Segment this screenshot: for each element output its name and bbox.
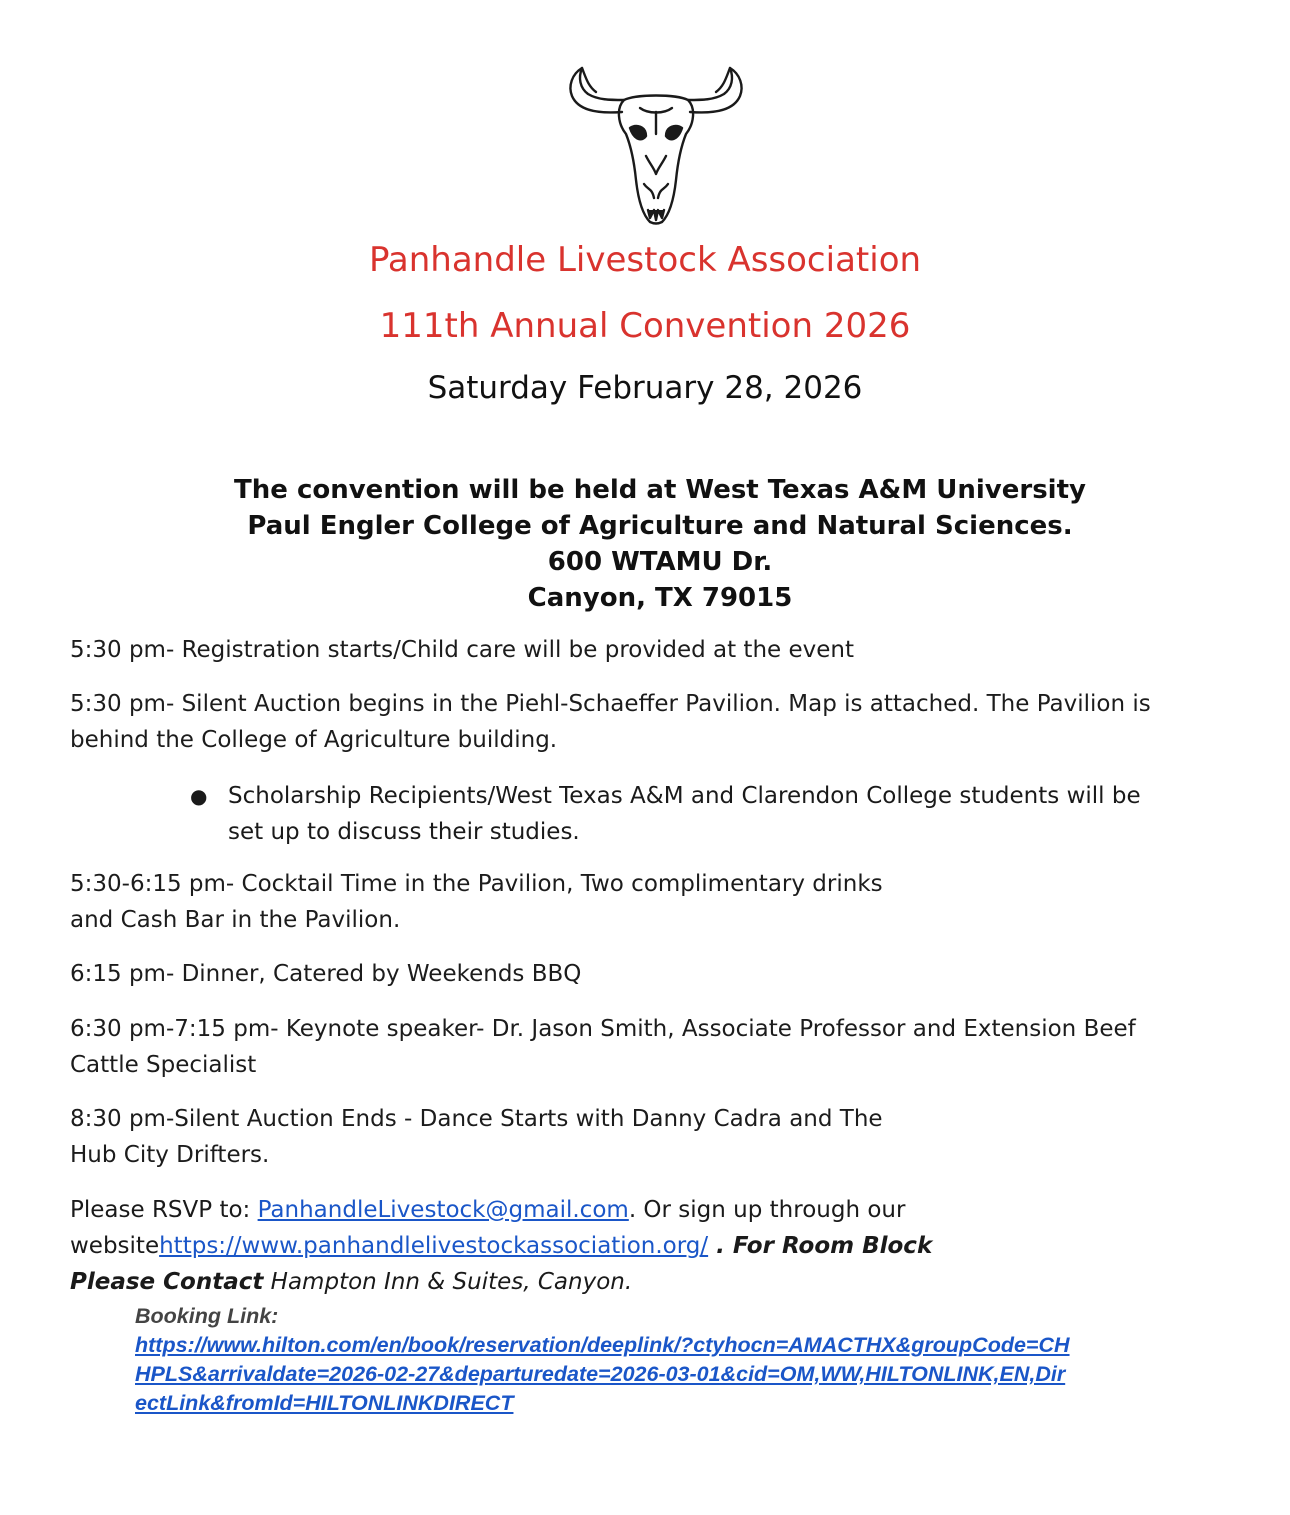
booking-block	[135, 1302, 1175, 1418]
venue-line-1: The convention will be held at West Texas A&M University	[234, 475, 1086, 505]
venue-block	[0, 472, 1290, 616]
bullet-line-1: Scholarship Recipients/West Texas A&M and Clarendon College students will be	[228, 783, 1141, 809]
schedule-silent-auction-line-1: 5:30 pm- Silent Auction begins in the Piehl-Schaeffer Pavilion. Map is attached. The Pavilion is	[70, 691, 1151, 717]
event-date: Saturday February 28, 2026	[427, 370, 863, 406]
scholarship-bullet	[190, 778, 1220, 850]
venue-line-2: Paul Engler College of Agriculture and Natural Sciences.	[247, 511, 1073, 541]
schedule-cocktail-line-2: and Cash Bar in the Pavilion.	[70, 907, 401, 933]
schedule-silent-auction-line-2: behind the College of Agriculture building.	[70, 727, 558, 753]
schedule-cocktail	[70, 866, 883, 938]
rsvp-email-link[interactable]: PanhandleLivestock@gmail.com	[257, 1197, 629, 1223]
bull-skull-icon	[566, 64, 746, 226]
booking-link-line-2[interactable]: HPLS&arrivaldate=2026-02-27&departuredate=2026-03-01&cid=OM,WW,HILTONLINK,EN,Dir	[135, 1362, 1066, 1386]
schedule-dance-line-2: Hub City Drifters.	[70, 1142, 270, 1168]
schedule-dinner: 6:15 pm- Dinner, Catered by Weekends BBQ	[70, 961, 582, 987]
website-link[interactable]: https://www.panhandlelivestockassociation.org/	[159, 1233, 709, 1259]
rsvp-block	[70, 1192, 1030, 1300]
schedule-keynote-line-1: 6:30 pm-7:15 pm- Keynote speaker- Dr. Jason Smith, Associate Professor and Extension Beef	[70, 1016, 1136, 1042]
rsvp-middle: . Or sign up through our	[628, 1197, 906, 1223]
website-word: website	[70, 1233, 160, 1259]
bullet-icon: ●	[190, 784, 208, 808]
venue-line-3: 600 WTAMU Dr.	[547, 547, 773, 577]
booking-link-line-1[interactable]: https://www.hilton.com/en/book/reservation/deeplink/?ctyhocn=AMACTHX&groupCode=CH	[135, 1333, 1070, 1357]
org-name-heading: Panhandle Livestock Association	[368, 240, 922, 280]
rsvp-prefix: Please RSVP to:	[70, 1197, 258, 1223]
schedule-dance	[70, 1101, 883, 1173]
room-block-text: . For Room Block	[708, 1233, 933, 1259]
bullet-line-2: set up to discuss their studies.	[228, 819, 580, 845]
schedule-cocktail-line-1: 5:30-6:15 pm- Cocktail Time in the Pavilion, Two complimentary drinks	[70, 871, 883, 897]
hotel-name: Hampton Inn & Suites, Canyon.	[263, 1269, 633, 1295]
schedule-dance-line-1: 8:30 pm-Silent Auction Ends - Dance Starts with Danny Cadra and The	[70, 1106, 883, 1132]
schedule-keynote-line-2: Cattle Specialist	[70, 1052, 257, 1078]
please-contact-text: Please Contact	[70, 1269, 264, 1295]
venue-line-4: Canyon, TX 79015	[527, 583, 793, 613]
booking-label: Booking Link:	[135, 1304, 279, 1328]
schedule-keynote	[70, 1011, 1136, 1083]
booking-link-line-3[interactable]: ectLink&fromId=HILTONLINKDIRECT	[135, 1391, 514, 1415]
schedule-silent-auction	[70, 686, 1151, 758]
convention-title: 111th Annual Convention 2026	[379, 306, 911, 346]
schedule-registration: 5:30 pm- Registration starts/Child care will be provided at the event	[70, 637, 854, 663]
